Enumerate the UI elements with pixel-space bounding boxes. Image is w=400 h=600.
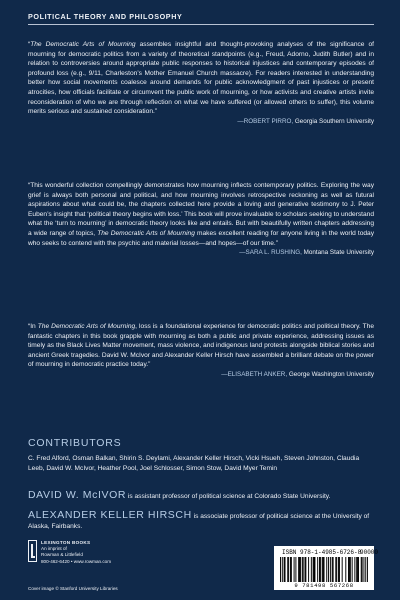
publisher-imprint: An imprint of [41, 546, 67, 552]
barcode-bar [357, 557, 358, 582]
blurb-attribution [28, 117, 374, 127]
barcode-bar [330, 557, 331, 582]
reviewer-name: —SARA L. RUSHING, [239, 249, 302, 257]
barcode-bar [363, 557, 364, 582]
reviewer-affiliation: Montana State University [303, 249, 374, 257]
barcode-bar [361, 557, 362, 582]
barcode-bars [280, 557, 368, 582]
barcode-bar [313, 557, 314, 582]
barcode-bar [356, 557, 357, 582]
publisher-info [41, 540, 151, 565]
barcode-bar [290, 557, 291, 582]
barcode-bar [291, 557, 292, 582]
barcode-bar [299, 557, 300, 582]
reviewer-affiliation: George Washington University [288, 370, 374, 378]
barcode-bar [302, 557, 303, 582]
back-cover [28, 0, 379, 600]
barcode-bar [314, 557, 315, 582]
reviewer-name: —ELISABETH ANKER, [221, 370, 288, 378]
barcode-bar [339, 557, 340, 582]
barcode-bar [358, 557, 359, 582]
isbn-label: ISBN 978-1-4985-6726-8 [282, 549, 362, 556]
barcode-bar [342, 557, 343, 582]
blurb-text: “In The Democratic Arts of Mourning, loss is a foundational experience for democratic politics and political theory. The fantastic chapters in this book grapple with mourning as both a public and private experience, addressing issues as timely as the Black Lives Matter movement, mass violence, and indigenous land protests alongside biblical stories and ancient Greek tragedies. David W. McIvor and Alexander Keller Hirsch have assembled a brilliant debate on the power of mourning in democratic practice today.” [28, 323, 375, 369]
barcode-bar [338, 557, 339, 582]
blurb-1 [28, 40, 374, 126]
barcode-bar [294, 557, 295, 582]
barcode-bar [280, 557, 281, 582]
blurb-2 [28, 181, 374, 258]
publisher-contact: 800-462-6420 • www.rowman.com [41, 558, 112, 564]
barcode-bar [348, 557, 349, 582]
blurb-attribution [28, 248, 374, 258]
barcode-bar [295, 557, 296, 582]
editor-name: DAVID W. McIVOR [28, 489, 127, 501]
book-title: The Democratic Arts of Mourning [37, 323, 136, 330]
book-title: The Democratic Arts of Mourning [97, 229, 195, 237]
barcode-bar [332, 557, 333, 582]
barcode-bar [303, 557, 304, 582]
isbn-barcode-block [274, 546, 379, 590]
barcode-bar [284, 557, 285, 582]
barcode-bar [288, 557, 289, 582]
barcode-bar [349, 557, 350, 582]
blurb-attribution [28, 370, 374, 380]
reviewer-name: —ROBERT PIRRO, [237, 117, 294, 125]
barcode-bar [282, 557, 283, 582]
barcode-bar [285, 557, 286, 582]
barcode-bar [320, 557, 321, 582]
barcode-bar [350, 557, 351, 582]
barcode-bar [367, 557, 368, 582]
price-code: 90000 [360, 549, 379, 556]
barcode-bar [317, 557, 318, 582]
barcode-bar [305, 557, 306, 582]
barcode-bar [362, 557, 363, 582]
barcode-bar [335, 557, 336, 582]
barcode-number: 9 781498 567268 [294, 582, 354, 589]
barcode-bar [304, 557, 305, 582]
publisher-parent: Rowman & Littlefield [41, 552, 83, 558]
barcode-bar [298, 557, 299, 582]
barcode-bar [336, 557, 337, 582]
blurb-text: “The Democratic Arts of Mourning assembles insightful and thought-provoking analyses of the significance of mourning for democratic politics from a variety of theoretical standpoints (e.g., Freud, Adorno, Judith Butler) and in relation to controversies around appropriate public responses to historical injustices and contemporary episodes of profound loss (e.g., 9/11, Charleston’s Mother Emanuel Church massacre). For readers interested in understanding better how social movements coalesce around demands for public acknowledgment of past injustices or present atrocities, how officials facilitate or circumvent the public work of mourning, or how activists and creative artists invite reconsideration of who we are through reflection on what we have suffered (or allowed others to suffer), this volume merits serious and sustained consideration.” [28, 41, 374, 116]
editor-bio-2 [28, 510, 374, 532]
reviewer-affiliation: Georgia Southern University [294, 117, 374, 125]
editor-bio-1 [28, 490, 374, 502]
editor-name: ALEXANDER KELLER HIRSCH [28, 509, 192, 521]
barcode-bar [314, 557, 315, 582]
barcode-bar [354, 557, 355, 582]
barcode-bar [323, 557, 324, 582]
barcode-bar [324, 557, 325, 582]
barcode-bar [333, 557, 334, 582]
blurb-3 [28, 322, 374, 380]
barcode-bar [322, 557, 323, 582]
barcode-bar [308, 557, 309, 582]
barcode-bar [328, 557, 329, 582]
publisher-logo-icon [28, 540, 37, 562]
blurb-text: “This wonderful collection compellingly demonstrates how mourning inflects contemporary politics. Exploring the way grief is always both personal and political, and how mourning involves retrospective reckoning as well as futural aspirations about what could be, the chapters collected here provide a loving and generative testimony to J. Peter Euben’s insight that ‘political theory begins with loss.’ This book will prove invaluable to scholars seeking to understand what the ‘turn to mourning’ in democratic theory looks like and entails. But with beautifully written chapters addressing a wide range of topics, The Democratic Arts of Mourning makes excellent reading for anyone living in the world today who seeks to contend with the psychic and material losses—and hopes—of our time.” [28, 182, 375, 247]
barcode-bar [352, 557, 353, 582]
barcode-bar [326, 557, 327, 582]
editor-description: is assistant professor of political science at Colorado State University. [126, 493, 331, 500]
barcode-bar [287, 557, 288, 582]
barcode-bar [319, 557, 320, 582]
barcode-bar [365, 557, 366, 582]
book-title: The Democratic Arts of Mourning [30, 41, 136, 48]
barcode-bar [345, 557, 346, 582]
editor-description: is associate professor of political science at the University of Alaska, Fairbanks. [28, 513, 370, 530]
contributors-list: C. Fred Alford, Osman Balkan, Shirin S. Deylami, Alexander Keller Hirsch, Vicki Hsueh, Steven Johnston, Claudia Leeb, David W. McIvor, Heather Pool, Joel Schlosser, Simon Stow, David Myer Temin [28, 455, 360, 472]
cover-credit: Cover image © Stanford University Libraries [28, 586, 118, 591]
series-title: POLITICAL THEORY AND PHILOSOPHY [28, 12, 183, 21]
barcode-bar [300, 557, 301, 582]
publisher-name: LEXINGTON BOOKS [41, 540, 91, 545]
barcode-bar [311, 557, 312, 582]
header-rule [28, 24, 374, 25]
contributors-heading: CONTRIBUTORS [28, 437, 122, 449]
